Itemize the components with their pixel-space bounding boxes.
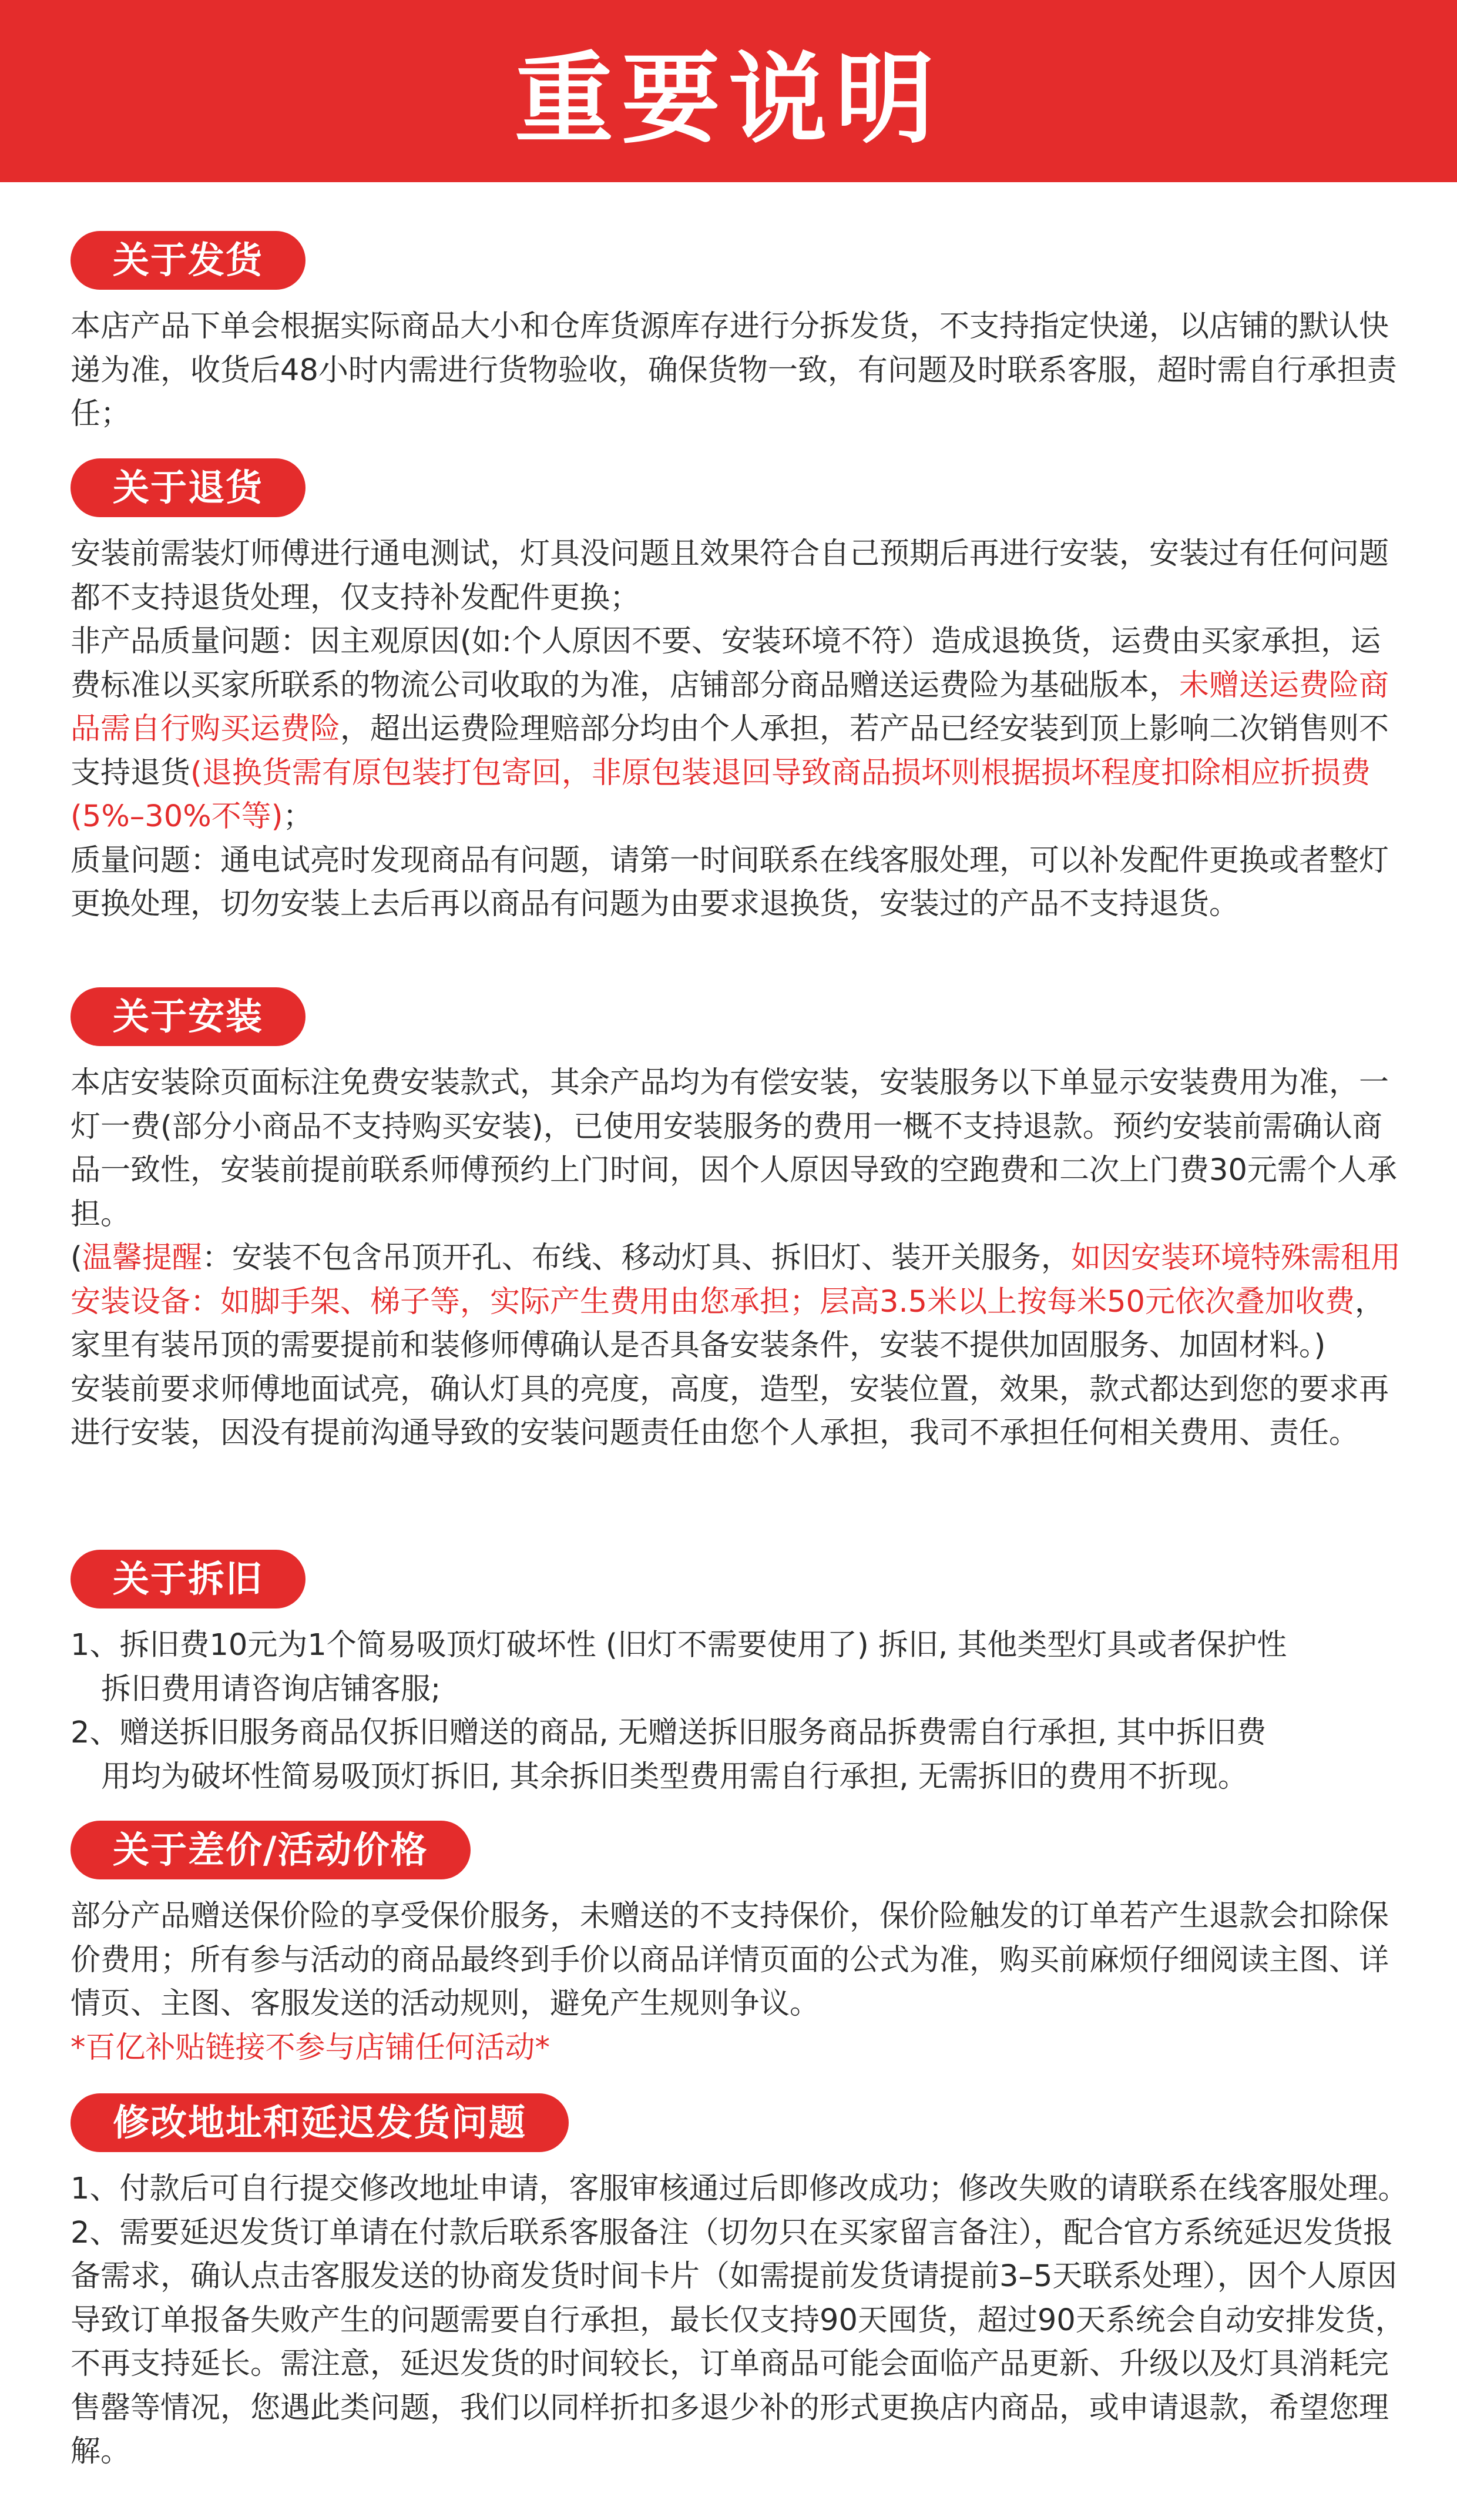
returns-text [70, 532, 1410, 927]
install-paragraph-3: 安装前要求师傅地面试亮，确认灯具的亮度，高度，造型，安装位置，效果，款式都达到您的要求再进行安装，因没有提前沟通导致的安装问题责任由您个人承担，我司不承担任何相关费用、责任。 [70, 1372, 1389, 1450]
install-p2-open: ( [70, 1241, 82, 1275]
section-title-returns: 关于退货 [70, 458, 306, 517]
section-shipping [70, 231, 1410, 437]
install-p2-text-b: ，家里有装吊顶的需要提前和装修师傅确认是否具备安装条件，安装不提供加固服务、加固材料。) [70, 1284, 1385, 1363]
install-text [70, 1061, 1410, 1456]
removal-item-1-line-2: 拆旧费用请咨询店铺客服; [101, 1671, 441, 1707]
returns-paragraph-2 [70, 620, 1410, 839]
section-install [70, 987, 1410, 1456]
install-p2-highlight-2: 如因安装环境特殊需租用安装设备：如脚手架、梯子等，实际产生费用由您承担；层高3.5米以上按每米50元依次叠加收费 [70, 1241, 1401, 1319]
section-removal [70, 1550, 1410, 1799]
removal-item-2-line-2: 用均为破坏性简易吸顶灯拆旧, 其余拆旧类型费用需自行承担, 无需拆旧的费用不折现。 [101, 1759, 1248, 1794]
returns-paragraph-1: 安装前需装灯师傅进行通电测试，灯具没问题且效果符合自己预期后再进行安装，安装过有任何问题都不支持退货处理，仅支持补发配件更换； [70, 537, 1389, 615]
pricing-note: *百亿补贴链接不参与店铺任何活动* [70, 2030, 550, 2065]
shipping-text [70, 305, 1410, 437]
section-title-pricing: 关于差价/活动价格 [70, 1821, 471, 1879]
address-paragraph-1: 1、付款后可自行提交修改地址申请，客服审核通过后即修改成功；修改失败的请联系在线客服处理。 [70, 2172, 1408, 2206]
install-paragraph-1: 本店安装除页面标注免费安装款式，其余产品均为有偿安装，安装服务以下单显示安装费用为准，一灯一费(部分小商品不支持购买安装)，已使用安装服务的费用一概不支持退款。预约安装前需确认商品一致性，安装前提前联系师傅预约上门时间，因个人原因导致的空跑费和二次上门费30元需个人承担。 [70, 1065, 1397, 1232]
shipping-paragraph: 本店产品下单会根据实际商品大小和仓库货源库存进行分拆发货，不支持指定快递，以店铺的默认快递为准，收货后48小时内需进行货物验收，确保货物一致，有问题及时联系客服，超时需自行承担责任； [70, 309, 1397, 431]
removal-text [70, 1624, 1410, 1799]
returns-p2-highlight-1: 未赠送运费险商品需自行购买运费险 [70, 668, 1389, 746]
section-returns [70, 458, 1410, 927]
section-title-address: 修改地址和延迟发货问题 [70, 2093, 569, 2152]
pricing-paragraph-1: 部分产品赠送保价险的享受保价服务，未赠送的不支持保价，保价险触发的订单若产生退款会扣除保价费用；所有参与活动的商品最终到手价以商品详情页面的公式为准，购买前麻烦仔细阅读主图、详情页、主图、客服发送的活动规则，避免产生规则争议。 [70, 1899, 1389, 2021]
page-title: 重要说明 [515, 41, 942, 157]
returns-p2-text-c: ； [283, 799, 313, 834]
pricing-text [70, 1895, 1410, 2070]
returns-p2-text-a: 非产品质量问题：因主观原因(如:个人原因不要、安装环境不符）造成退换货，运费由买家承担，运费标准以买家所联系的物流公司收取的为准，店铺部分商品赠送运费险为基础版本， [70, 624, 1381, 703]
section-title-install: 关于安装 [70, 987, 306, 1046]
address-text [70, 2167, 1410, 2474]
section-title-removal: 关于拆旧 [70, 1550, 306, 1608]
section-address [70, 2093, 1410, 2474]
returns-p2-highlight-2: (退换货需有原包装打包寄回，非原包装退回导致商品损坏则根据损坏程度扣除相应折损费(5%–30%不等) [70, 755, 1371, 834]
install-p2-text-a: ：安装不包含吊顶开孔、布线、移动灯具、拆旧灯、装开关服务， [202, 1241, 1071, 1275]
removal-item-2-line-1: 2、赠送拆旧服务商品仅拆旧赠送的商品, 无赠送拆旧服务商品拆费需自行承担, 其中拆旧费 [70, 1715, 1267, 1750]
address-paragraph-2: 2、需要延迟发货订单请在付款后联系客服备注（切勿只在买家留言备注），配合官方系统延迟发货报备需求，确认点击客服发送的协商发货时间卡片（如需提前发货请提前3–5天联系处理），因个人原因导致订单报备失败产生的问题需要自行承担，最长仅支持90天囤货，超过90天系统会自动安排发货，不再支持延长。需注意，延迟发货的时间较长，订单商品可能会面临产品更新、升级以及灯具消耗完售罄等情况，您遇此类问题，我们以同样折扣多退少补的形式更换店内商品，或申请退款，希望您理解。 [70, 2215, 1405, 2469]
page-header [0, 0, 1457, 182]
removal-item-1-line-1: 1、拆旧费10元为1个简易吸顶灯破坏性 (旧灯不需要使用了) 拆旧, 其他类型灯具或者保护性 [70, 1628, 1287, 1663]
section-title-shipping: 关于发货 [70, 231, 306, 290]
returns-p2-text-b: ，超出运费险理赔部分均由个人承担，若产品已经安装到顶上影响二次销售则不支持退货 [70, 712, 1389, 790]
install-paragraph-2 [70, 1236, 1410, 1368]
returns-paragraph-3: 质量问题：通电试亮时发现商品有问题，请第一时间联系在线客服处理，可以补发配件更换或者整灯更换处理，切勿安装上去后再以商品有问题为由要求退换货，安装过的产品不支持退货。 [70, 843, 1389, 921]
section-pricing [70, 1821, 1410, 2070]
install-p2-highlight-1: 温馨提醒 [82, 1241, 202, 1275]
